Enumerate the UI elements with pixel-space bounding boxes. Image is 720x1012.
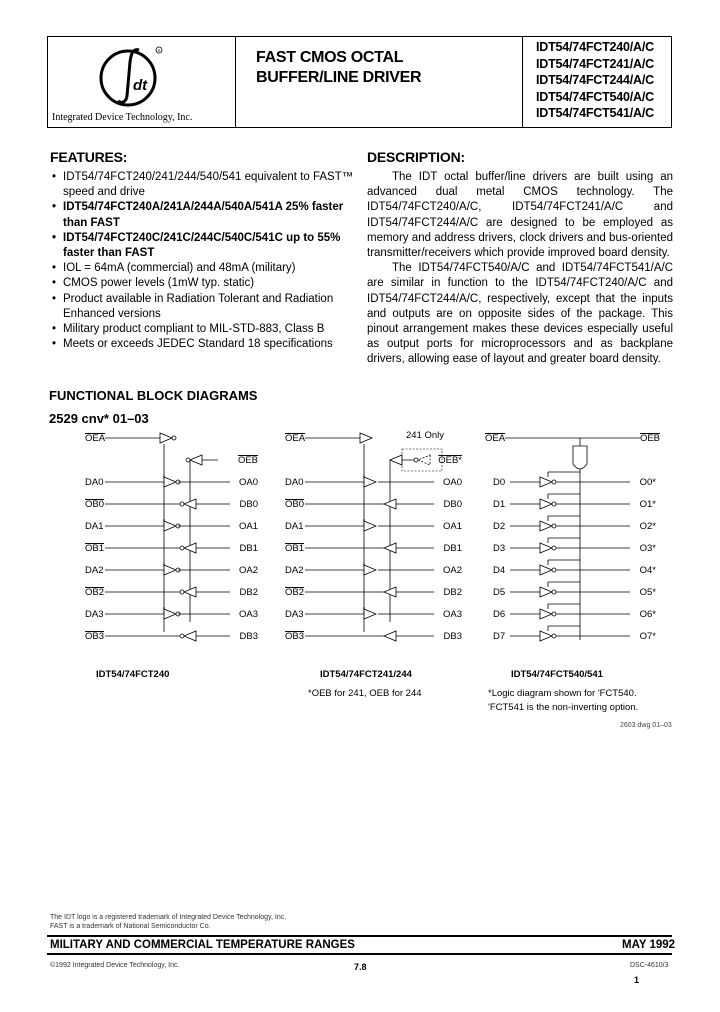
footer-rule — [47, 953, 672, 955]
temperature-ranges: MILITARY AND COMMERCIAL TEMPERATURE RANGES — [50, 939, 355, 951]
pin-label: D3 — [493, 543, 506, 554]
diagrams-heading: FUNCTIONAL BLOCK DIAGRAMS — [49, 388, 258, 403]
header-divider — [522, 36, 523, 128]
junction — [163, 563, 165, 565]
pin-label: DA3 — [85, 609, 104, 620]
pin-label: OA2 — [238, 565, 258, 576]
pin-label: OEA — [85, 433, 106, 444]
pin-label: DB2 — [239, 587, 258, 598]
pin-label: O5* — [639, 587, 656, 598]
pin-label: OB2 — [285, 587, 305, 598]
buffer-gate — [540, 499, 552, 509]
inverter-bubble — [552, 568, 556, 572]
pin-label: OA0 — [238, 477, 258, 488]
idt-logo — [95, 40, 175, 112]
features-heading: FEATURES: — [50, 149, 128, 165]
buffer-gate — [190, 455, 202, 465]
inverter-bubble — [552, 546, 556, 550]
footer-rule — [47, 935, 672, 937]
document-title: FAST CMOS OCTAL BUFFER/LINE DRIVER — [256, 49, 422, 86]
pin-label: D6 — [493, 609, 506, 620]
page-number: 7.8 — [354, 962, 367, 972]
inverter-bubble — [180, 634, 184, 638]
figure-label: 2529 cnv* 01–03 — [49, 411, 149, 426]
buffer-gate — [540, 543, 552, 553]
publication-date: MAY 1992 — [622, 939, 676, 951]
pin-label: O0* — [639, 477, 656, 488]
drawing-reference: 2603 dwg 01–03 — [620, 722, 672, 729]
junction — [163, 607, 165, 609]
pin-label: OA1 — [442, 521, 462, 532]
company-name: Integrated Device Technology, Inc. — [52, 112, 193, 123]
pin-label: OB1 — [285, 543, 305, 554]
part-number: IDT54/74FCT241/A/C — [536, 56, 654, 71]
description-paragraph: The IDT octal buffer/line drivers are built using an advanced dual metal CMOS technology. The IDT54/74FCT240/A/C, IDT54/74FCT241/A/C and IDT54/74FCT244/A/C are designed to be employed as memory and address drivers, clock drivers and bus-oriented transmitter/receivers which provide improved board density. — [367, 171, 673, 260]
buffer-gate — [540, 631, 552, 641]
pin-label: O3* — [639, 543, 656, 554]
pin-label: OB3 — [285, 631, 305, 642]
svg-text:dt: dt — [133, 77, 148, 94]
feature-item: • Meets or exceeds JEDEC Standard 18 specifications — [50, 337, 360, 352]
pin-label: OEA — [285, 433, 306, 444]
pin-label: OB1 — [85, 543, 105, 554]
trademark-notice: The IDT logo is a registered trademark of Integrated Device Technology, Inc. FAST is a trademark of National Semiconductor Co. — [50, 914, 287, 930]
pin-label: DA1 — [285, 521, 304, 532]
pin-label: OEB — [237, 455, 258, 466]
buffer-gate — [540, 587, 552, 597]
inverter-bubble — [180, 590, 184, 594]
pin-label: DB2 — [443, 587, 462, 598]
part-number-list — [536, 39, 654, 122]
diagram-note: *Logic diagram shown for 'FCT540. — [488, 688, 637, 699]
inverter-bubble — [552, 590, 556, 594]
inverter-bubble — [552, 480, 556, 484]
pin-label: OB0 — [285, 499, 305, 510]
pin-label: DB3 — [443, 631, 462, 642]
buffer-gate — [540, 521, 552, 531]
pin-label: OA3 — [442, 609, 462, 620]
pin-label: O1* — [639, 499, 656, 510]
pin-label: DA2 — [285, 565, 304, 576]
description-text — [367, 170, 673, 368]
diagram-caption: IDT54/74FCT240 — [96, 669, 170, 680]
inverter-bubble — [180, 502, 184, 506]
copyright: ©1992 Integrated Device Technology, Inc. — [50, 962, 180, 969]
pin-label: DB1 — [443, 543, 462, 554]
nor-gate — [573, 446, 587, 469]
buffer-gate — [184, 631, 196, 641]
buffer-gate — [418, 455, 430, 465]
inverter-bubble — [186, 458, 190, 462]
buffer-gate — [364, 609, 376, 619]
buffer-gate — [360, 433, 372, 443]
pin-label: DA0 — [285, 477, 304, 488]
pin-label: OEB — [639, 433, 660, 444]
diagram-caption: IDT54/74FCT540/541 — [511, 669, 603, 680]
junction — [363, 475, 365, 477]
buffer-gate — [364, 477, 376, 487]
description-heading: DESCRIPTION: — [367, 149, 465, 165]
feature-item: • Product available in Radiation Tolerant and Radiation Enhanced versions — [50, 292, 360, 322]
junction — [363, 563, 365, 565]
diagram-note: 'FCT541 is the non-inverting option. — [488, 702, 639, 713]
svg-text:R: R — [157, 48, 161, 53]
features-list — [50, 170, 360, 352]
junction — [163, 519, 165, 521]
buffer-gate — [164, 477, 176, 487]
pin-label: D2 — [493, 521, 506, 532]
buffer-gate — [364, 521, 376, 531]
pin-label: O6* — [639, 609, 656, 620]
pin-label: D0 — [493, 477, 506, 488]
feature-item: • IDT54/74FCT240C/241C/244C/540C/541C up to 55% faster than FAST — [50, 231, 360, 261]
header-divider — [235, 36, 236, 128]
pin-label: DA3 — [285, 609, 304, 620]
pin-label: D4 — [493, 565, 506, 576]
pin-label: D5 — [493, 587, 506, 598]
pin-label: OB3 — [85, 631, 105, 642]
buffer-gate — [540, 565, 552, 575]
part-number: IDT54/74FCT240/A/C — [536, 40, 654, 54]
buffer-gate — [164, 565, 176, 575]
buffer-gate — [384, 631, 396, 641]
inverter-bubble — [414, 458, 418, 462]
feature-item: • IDT54/74FCT240A/241A/244A/540A/541A 25% faster than FAST — [50, 200, 360, 230]
diagram-note: *OEB for 241, OEB for 244 — [308, 688, 422, 699]
pin-label: DA0 — [85, 477, 104, 488]
pin-label: O7* — [639, 631, 656, 642]
pin-label: O4* — [639, 565, 656, 576]
feature-item: • CMOS power levels (1mW typ. static) — [50, 276, 360, 291]
241-only-label: 241 Only — [406, 430, 445, 441]
pin-label: OA1 — [238, 521, 258, 532]
part-number: IDT54/74FCT541/A/C — [536, 106, 654, 120]
pin-label: DB0 — [239, 499, 258, 510]
junction — [163, 475, 165, 477]
diagram-caption: IDT54/74FCT241/244 — [320, 669, 412, 680]
inverter-bubble — [552, 524, 556, 528]
description-paragraph: The IDT54/74FCT540/A/C and IDT54/74FCT541/A/C are similar in function to the IDT54/74FCT240/A/C and IDT54/74FCT244/A/C, respectively, except that the inputs and outputs are on opposite sides of the package. This pinout arrangement makes these devices especially useful as output ports for microprocessors and as backplane drivers, allowing ease of layout and greater board density. — [367, 262, 673, 366]
buffer-gate — [164, 521, 176, 531]
junction — [363, 519, 365, 521]
feature-item: • IDT54/74FCT240/241/244/540/541 equivalent to FAST™ speed and drive — [50, 170, 360, 200]
pin-label: OEB* — [438, 455, 462, 466]
buffer-gate — [160, 433, 172, 443]
pin-label: DB1 — [239, 543, 258, 554]
inverter-bubble — [552, 502, 556, 506]
pin-label: OA0 — [442, 477, 462, 488]
pin-label: OB0 — [85, 499, 105, 510]
feature-item: • Military product compliant to MIL-STD-883, Class B — [50, 322, 360, 337]
pin-label: DA1 — [85, 521, 104, 532]
buffer-gate — [390, 455, 402, 465]
inverter-bubble — [172, 436, 176, 440]
pin-label: D1 — [493, 499, 506, 510]
sheet-number: 1 — [634, 975, 640, 985]
pin-label: OB2 — [85, 587, 105, 598]
pin-label: DB3 — [239, 631, 258, 642]
pin-label: D7 — [493, 631, 506, 642]
buffer-gate — [164, 609, 176, 619]
pin-label: DB0 — [443, 499, 462, 510]
pin-label: OA3 — [238, 609, 258, 620]
part-number: IDT54/74FCT244/A/C — [536, 73, 654, 87]
buffer-gate — [540, 477, 552, 487]
pin-label: O2* — [639, 521, 656, 532]
inverter-bubble — [552, 612, 556, 616]
pin-label: DA2 — [85, 565, 104, 576]
inverter-bubble — [180, 546, 184, 550]
feature-item: • IOL = 64mA (commercial) and 48mA (military) — [50, 261, 360, 276]
buffer-gate — [540, 609, 552, 619]
document-code: DSC-4610/3 — [630, 962, 669, 969]
pin-label: OA2 — [442, 565, 462, 576]
buffer-gate — [364, 565, 376, 575]
junction — [363, 607, 365, 609]
pin-label: OEA — [485, 433, 506, 444]
inverter-bubble — [552, 634, 556, 638]
part-number: IDT54/74FCT540/A/C — [536, 89, 654, 104]
